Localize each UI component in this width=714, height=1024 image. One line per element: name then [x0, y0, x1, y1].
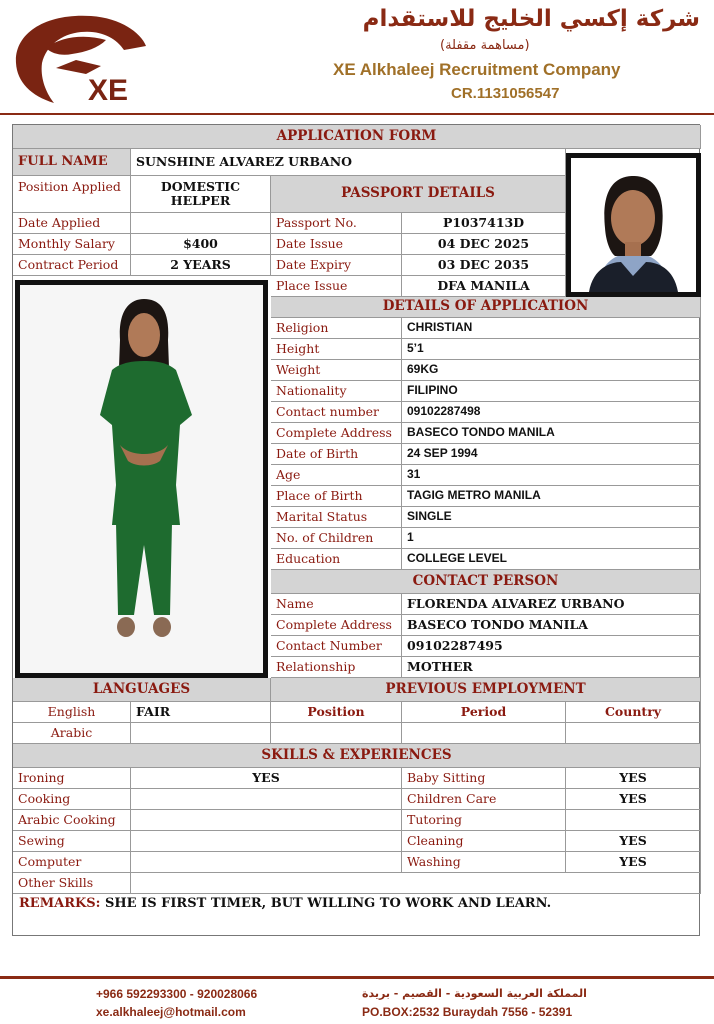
arabic-label: Arabic [13, 723, 131, 744]
footer-divider [0, 976, 714, 979]
nationality-value: FILIPINO [402, 381, 701, 402]
skills-heading: SKILLS & EXPERIENCES [13, 744, 701, 768]
contract-period-label: Contract Period [13, 255, 131, 276]
date-issue-value: 04 DEC 2025 [402, 234, 566, 255]
skill-baby-sitting-value: YES [566, 768, 701, 789]
english-value: FAIR [131, 702, 271, 723]
education-label: Education [271, 549, 402, 570]
footer-pobox: PO.BOX:2532 Buraydah 7556 - 52391 [362, 1005, 573, 1019]
place-issue-label: Place Issue [271, 276, 402, 297]
date-issue-label: Date Issue [271, 234, 402, 255]
full-body-photo [15, 280, 268, 678]
arabic-value [131, 723, 271, 744]
contact-number-value: 09102287498 [402, 402, 701, 423]
address-value: BASECO TONDO MANILA [402, 423, 701, 444]
employment-col-period: Period [402, 702, 566, 723]
contact-number-label: Contact number [271, 402, 402, 423]
header-divider [0, 113, 714, 115]
address-label: Complete Address [271, 423, 402, 444]
education-value: COLLEGE LEVEL [402, 549, 701, 570]
monthly-salary-label: Monthly Salary [13, 234, 131, 255]
skill-baby-sitting-label: Baby Sitting [402, 768, 566, 789]
age-label: Age [271, 465, 402, 486]
skill-arabic-cooking-label: Arabic Cooking [13, 810, 131, 831]
monthly-salary-value: $400 [131, 234, 271, 255]
logo-text: XE [88, 74, 129, 107]
employment-col-position: Position [271, 702, 402, 723]
employment-cell [271, 723, 402, 744]
footer-address-arabic: المملكة العربية السعودية - القصيم - بريدة [362, 987, 587, 1000]
contact-address-label: Complete Address [271, 615, 402, 636]
skill-other-value [131, 873, 701, 894]
contact-name-value: FLORENDA ALVAREZ URBANO [402, 594, 701, 615]
nationality-label: Nationality [271, 381, 402, 402]
position-applied-value: DOMESTIC HELPER [131, 176, 271, 213]
weight-label: Weight [271, 360, 402, 381]
full-name-label: FULL NAME [13, 149, 131, 176]
skill-sewing-value [131, 831, 402, 852]
company-name-arabic: شركة إكسي الخليج للاستقدام [362, 6, 700, 32]
contract-period-value: 2 YEARS [131, 255, 271, 276]
employment-cell [566, 723, 701, 744]
passport-no-value: P1037413D [402, 213, 566, 234]
employment-col-country: Country [566, 702, 701, 723]
employment-heading: PREVIOUS EMPLOYMENT [271, 678, 701, 702]
date-of-birth-value: 24 SEP 1994 [402, 444, 701, 465]
date-expiry-value: 03 DEC 2035 [402, 255, 566, 276]
cr-number: CR.1131056547 [451, 85, 560, 102]
place-of-birth-value: TAGIG METRO MANILA [402, 486, 701, 507]
contact-name-label: Name [271, 594, 402, 615]
skill-other-label: Other Skills [13, 873, 131, 894]
skill-cooking-label: Cooking [13, 789, 131, 810]
employment-cell [402, 723, 566, 744]
marital-status-value: SINGLE [402, 507, 701, 528]
skill-children-care-label: Children Care [402, 789, 566, 810]
footer-email: xe.alkhaleej@hotmail.com [96, 1005, 246, 1019]
skill-cleaning-value: YES [566, 831, 701, 852]
skill-ironing-value: YES [131, 768, 402, 789]
weight-value: 69KG [402, 360, 701, 381]
position-applied-label: Position Applied [13, 176, 131, 213]
place-issue-value: DFA MANILA [402, 276, 566, 297]
skill-washing-value: YES [566, 852, 701, 873]
remarks-text: SHE IS FIRST TIMER, BUT WILLING TO WORK AND LEARN. [105, 896, 552, 911]
skill-computer-value [131, 852, 402, 873]
marital-status-label: Marital Status [271, 507, 402, 528]
english-label: English [13, 702, 131, 723]
company-logo [6, 8, 166, 108]
skill-cleaning-label: Cleaning [402, 831, 566, 852]
place-of-birth-label: Place of Birth [271, 486, 402, 507]
full-name-value: SUNSHINE ALVAREZ URBANO [131, 149, 566, 176]
children-label: No. of Children [271, 528, 402, 549]
age-value: 31 [402, 465, 701, 486]
application-form [12, 124, 700, 936]
passport-no-label: Passport No. [271, 213, 402, 234]
relationship-value: MOTHER [402, 657, 701, 678]
skill-arabic-cooking-value [131, 810, 402, 831]
religion-value: CHRISTIAN [402, 318, 701, 339]
form-title: APPLICATION FORM [13, 125, 701, 149]
religion-label: Religion [271, 318, 402, 339]
passport-heading: PASSPORT DETAILS [271, 176, 566, 213]
languages-heading: LANGUAGES [13, 678, 271, 702]
contact-heading: CONTACT PERSON [271, 570, 701, 594]
date-applied-value [131, 213, 271, 234]
skill-computer-label: Computer [13, 852, 131, 873]
date-applied-label: Date Applied [13, 213, 131, 234]
contact-address-value: BASECO TONDO MANILA [402, 615, 701, 636]
headshot-photo [566, 153, 701, 297]
company-name: XE Alkhaleej Recruitment Company [333, 60, 621, 79]
relationship-label: Relationship [271, 657, 402, 678]
skill-sewing-label: Sewing [13, 831, 131, 852]
children-value: 1 [402, 528, 701, 549]
footer-phone: +966 592293300 - 920028066 [96, 987, 258, 1001]
contact-phone-label: Contact Number [271, 636, 402, 657]
skill-children-care-value: YES [566, 789, 701, 810]
skill-washing-label: Washing [402, 852, 566, 873]
company-type-arabic: (مساهمة مقفلة) [440, 38, 530, 53]
skill-tutoring-label: Tutoring [402, 810, 566, 831]
date-expiry-label: Date Expiry [271, 255, 402, 276]
contact-phone-value: 09102287495 [402, 636, 701, 657]
skill-tutoring-value [566, 810, 701, 831]
date-of-birth-label: Date of Birth [271, 444, 402, 465]
skill-cooking-value [131, 789, 402, 810]
remarks [13, 896, 713, 911]
height-value: 5’1 [402, 339, 701, 360]
details-heading: DETAILS OF APPLICATION [271, 297, 701, 318]
remarks-label: REMARKS: [19, 896, 101, 911]
height-label: Height [271, 339, 402, 360]
skill-ironing-label: Ironing [13, 768, 131, 789]
